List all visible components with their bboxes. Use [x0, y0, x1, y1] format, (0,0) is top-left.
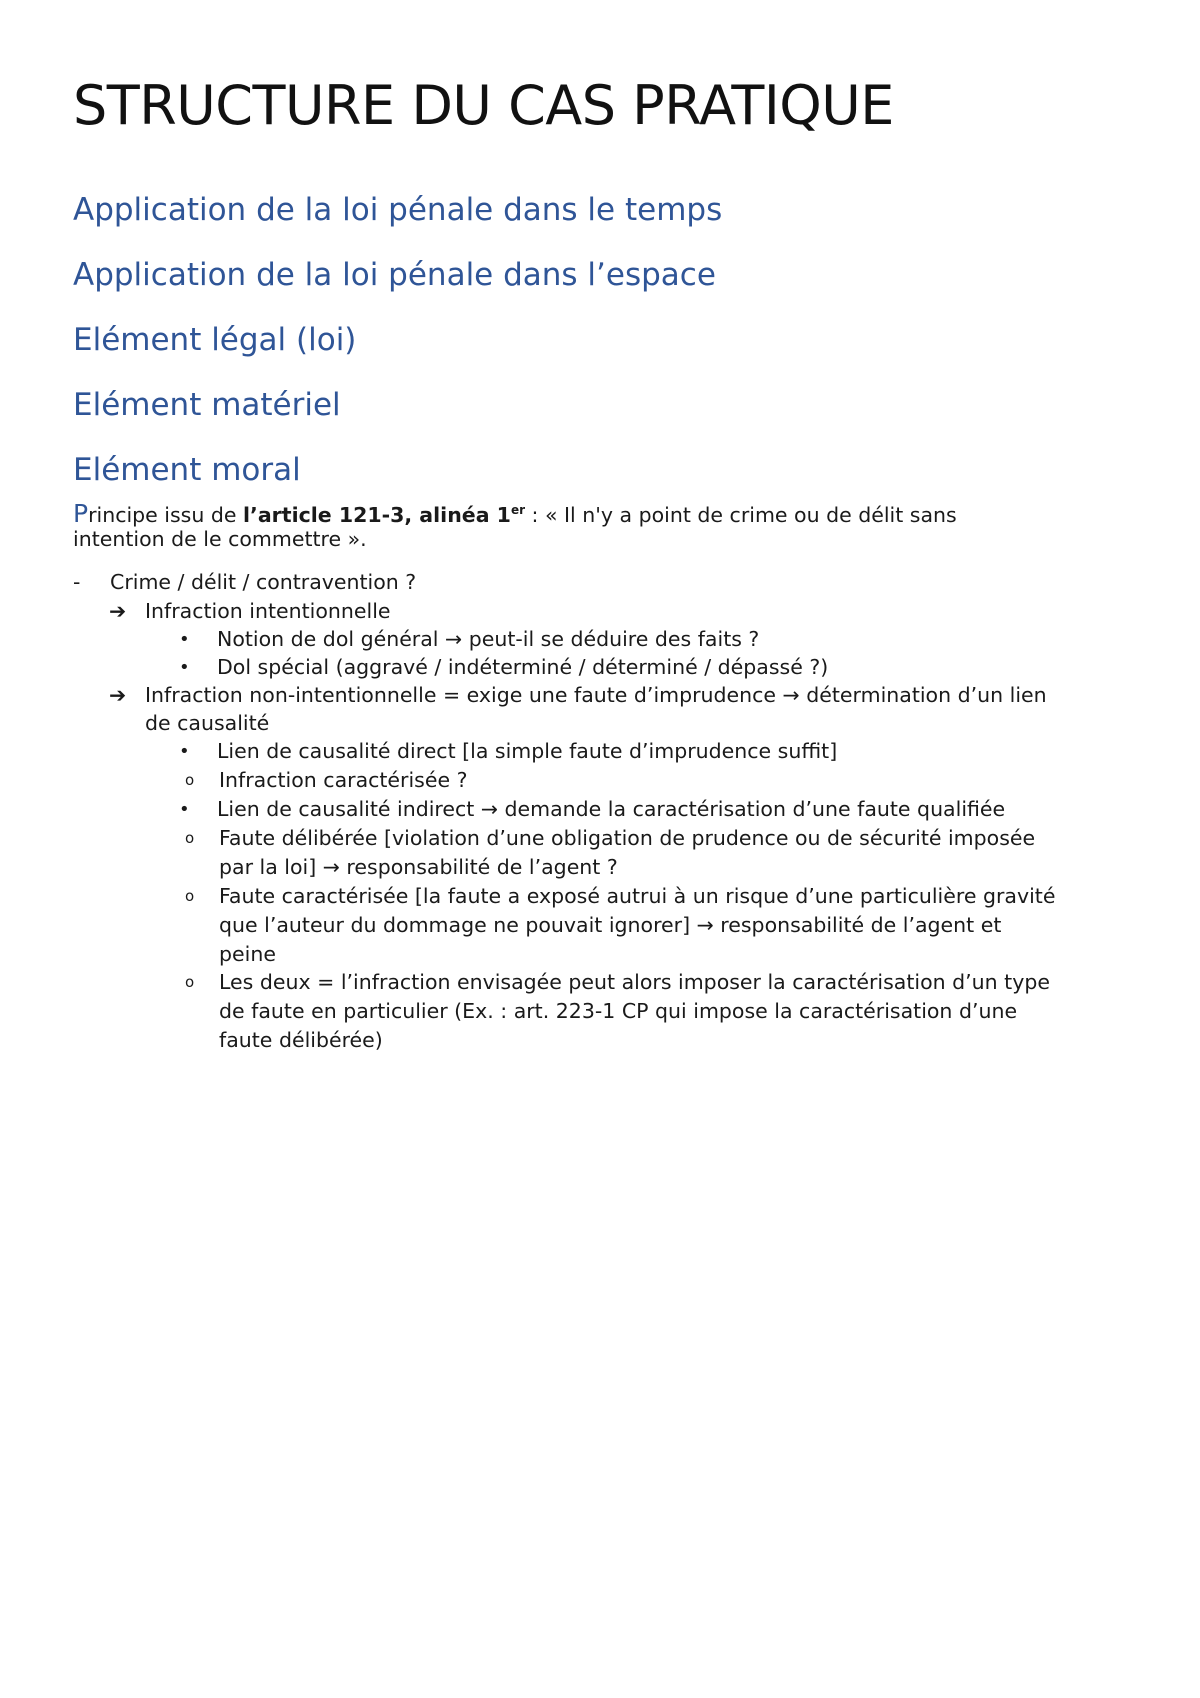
circle-bullet-icon: o — [185, 829, 195, 847]
principle-article: l’article 121-3, alinéa 1 — [243, 502, 511, 527]
arrow-right-icon: ➔ — [109, 683, 127, 707]
principle-dropcap: P — [73, 498, 89, 528]
arrow-item-intentionnelle: Infraction intentionnelle — [145, 599, 391, 623]
bullet-lien-indirect: Lien de causalité indirect → demande la caractérisation d’une faute qualifiée — [217, 797, 1006, 821]
sub-faute-deliberee-1: Faute délibérée [violation d’une obligation de prudence ou de sécurité imposée — [219, 826, 1036, 850]
sub-les-deux-1: Les deux = l’infraction envisagée peut alors imposer la caractérisation d’un type — [219, 970, 1050, 994]
document-title: STRUCTURE DU CAS PRATIQUE — [73, 74, 894, 137]
bullet-icon: • — [179, 657, 190, 678]
sub-les-deux-3: faute délibérée) — [219, 1028, 383, 1052]
heading-element-materiel: Elément matériel — [73, 387, 341, 423]
bullet-icon: • — [179, 629, 190, 650]
arrow-item-non-intentionnelle-cont: de causalité — [145, 711, 270, 735]
sub-faute-caracterisee-3: peine — [219, 942, 276, 966]
bullet-dol-general: Notion de dol général → peut-il se déduire des faits ? — [217, 627, 760, 651]
sub-faute-deliberee-2: par la loi] → responsabilité de l’agent ? — [219, 855, 618, 879]
heading-temps: Application de la loi pénale dans le temps — [73, 192, 723, 228]
arrow-item-non-intentionnelle: Infraction non-intentionnelle = exige une faute d’imprudence → détermination d’un lien — [145, 683, 1047, 707]
bullet-icon: • — [179, 741, 190, 762]
sub-infraction-caracterisee: Infraction caractérisée ? — [219, 768, 468, 792]
principle-sup: er — [510, 503, 525, 517]
dash-item: Crime / délit / contravention ? — [110, 570, 417, 594]
heading-espace: Application de la loi pénale dans l’espace — [73, 257, 716, 293]
arrow-right-icon: ➔ — [109, 599, 127, 623]
principle-line2: intention de le commettre ». — [73, 527, 367, 551]
dash-marker: - — [73, 570, 81, 594]
bullet-lien-direct: Lien de causalité direct [la simple faute d’imprudence suffit] — [217, 739, 838, 763]
sub-les-deux-2: de faute en particulier (Ex. : art. 223-1 CP qui impose la caractérisation d’une — [219, 999, 1018, 1023]
heading-element-moral: Elément moral — [73, 452, 301, 488]
sub-faute-caracterisee-1: Faute caractérisée [la faute a exposé autrui à un risque d’une particulière gravité — [219, 884, 1056, 908]
bullet-icon: • — [179, 799, 190, 820]
principle-prefix: rincipe issu de — [88, 502, 244, 527]
bullet-dol-special: Dol spécial (aggravé / indéterminé / déterminé / dépassé ?) — [217, 655, 829, 679]
principle-quote-1: : « Il n'y a point de crime ou de délit sans — [525, 502, 957, 527]
circle-bullet-icon: o — [185, 887, 195, 905]
heading-element-legal: Elément légal (loi) — [73, 322, 357, 358]
sub-faute-caracterisee-2: que l’auteur du dommage ne pouvait ignorer] → responsabilité de l’agent et — [219, 913, 1002, 937]
circle-bullet-icon: o — [185, 771, 195, 789]
circle-bullet-icon: o — [185, 973, 195, 991]
